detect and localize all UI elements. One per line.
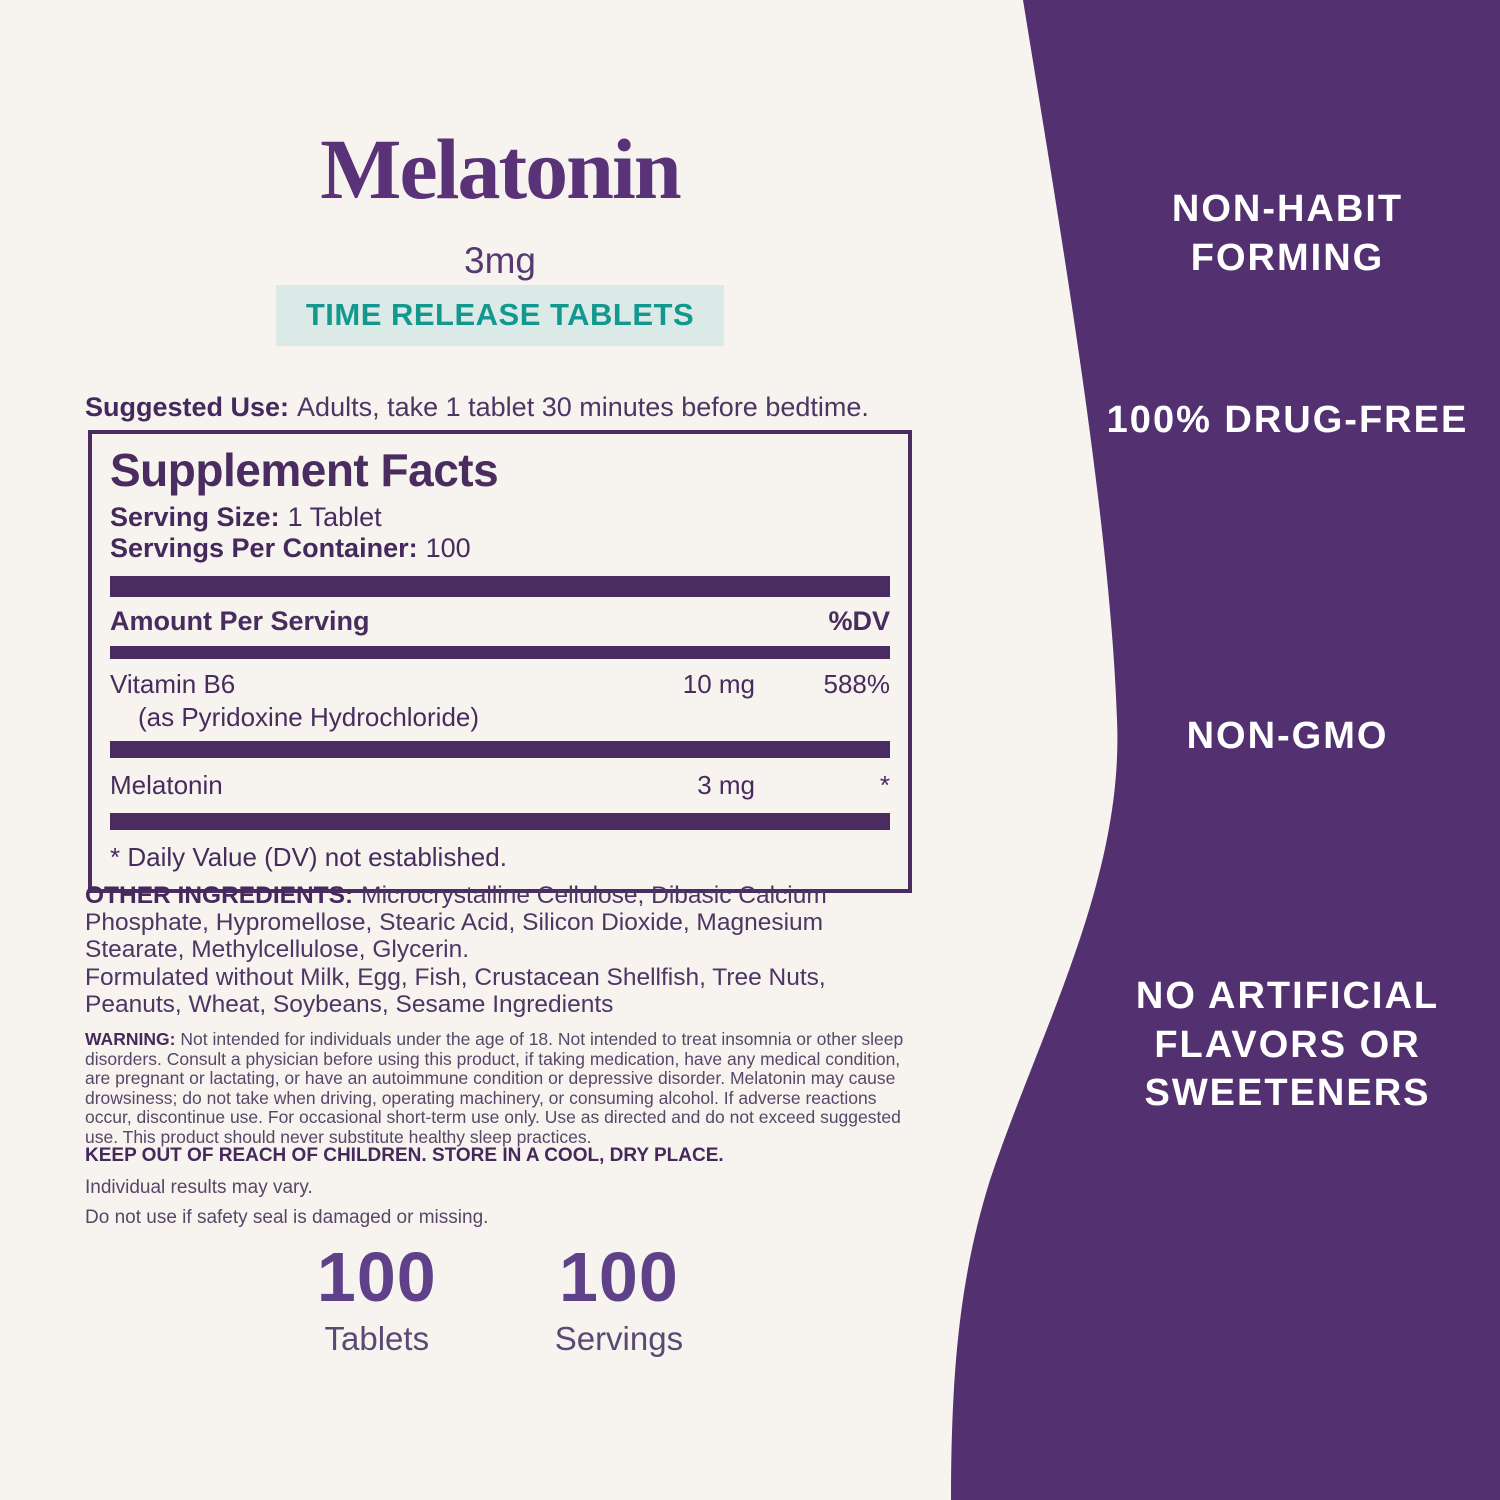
keep-out-notice: KEEP OUT OF REACH OF CHILDREN. STORE IN A COOL, DRY PLACE. [85,1145,724,1166]
ingredient-amount: 10 mg [682,669,755,700]
divider-bar [110,576,890,597]
supplement-facts-title: Supplement Facts [110,444,499,496]
ingredient-detail: (as Pyridoxine Hydrochloride) [138,702,480,733]
divider-bar [110,741,890,758]
ingredient-amount: 3 mg [697,770,755,801]
ingredient-dv: * [879,770,890,801]
claim-drug-free: 100% DRUG-FREE [1106,399,1469,441]
divider-bar [110,813,890,830]
dv-header: %DV [828,606,890,637]
suggested-use [85,392,915,423]
safety-seal-note: Do not use if safety seal is damaged or missing. [85,1207,489,1228]
servings-per-container-value: 100 [425,533,471,564]
ingredient-name [110,670,635,732]
claim-non-gmo: NON-GMO [1186,715,1389,757]
table-row-melatonin [110,758,890,813]
claim-no-artificial: NO ARTIFICIAL FLAVORS OR SWEETENERS [1135,975,1440,1115]
tablets-count [316,1238,437,1358]
ingredient-name-text: Vitamin B6 [110,669,236,700]
serving-size-line [110,502,890,533]
divider-bar [110,646,890,659]
claim-non-habit-forming: NON-HABIT FORMING [1171,188,1404,279]
servings-per-container-line [110,533,890,564]
product-dose: 3mg [464,240,536,281]
ingredient-name: Melatonin [110,770,223,801]
count-badges [85,1238,915,1358]
suggested-use-label: Suggested Use: [85,392,290,422]
facts-header-row [110,597,890,646]
other-ingredients [85,882,915,963]
other-ingredients-label: OTHER INGREDIENTS: [85,882,354,909]
warning-label: WARNING: [85,1029,176,1049]
warning-text: Not intended for individuals under the age of 18. Not intended to treat insomnia or other sleep disorders. Consult a physician before using this product, if taking medication, have any medical condition, are pregnant or lactating, or have an autoimmune condition or depressive disorder. Melatonin may cause drowsiness; do not take when driving, operating machinery, or consuming alcohol. If adverse reactions occur, discontinue use. For occasional short-term use only. Use as directed and do not exceed suggested use. This product should never substitute healthy sleep practices. [85,1029,904,1147]
amount-per-serving-header: Amount Per Serving [110,606,370,637]
individual-results-note: Individual results may vary. [85,1177,313,1198]
tablets-count-number: 100 [316,1238,437,1316]
tablets-count-label: Tablets [324,1320,430,1357]
product-title: Melatonin [320,121,680,217]
table-row-vitamin-b6 [110,659,890,741]
dv-footnote: * Daily Value (DV) not established. [110,842,507,873]
servings-per-container-label: Servings Per Container: [110,533,418,564]
ingredient-dv: 588% [823,669,890,700]
formulated-without: Formulated without Milk, Egg, Fish, Crustacean Shellfish, Tree Nuts, Peanuts, Wheat, Soybeans, Sesame Ingredients [85,964,826,1018]
servings-count [554,1238,684,1358]
servings-count-number: 100 [559,1238,679,1316]
servings-count-label: Servings [554,1320,684,1357]
warning-paragraph [85,1030,915,1147]
badge-wrap [85,285,915,346]
serving-size-label: Serving Size: [110,502,280,533]
supplement-facts-panel [88,430,912,893]
suggested-use-text: Adults, take 1 tablet 30 minutes before bedtime. [297,392,869,422]
other-ingredients-text: Microcrystalline Cellulose, Dibasic Calcium Phosphate, Hypromellose, Stearic Acid, Silicon Dioxide, Magnesium Stearate, Methylcellulose, Glycerin. [85,882,827,963]
serving-size-value: 1 Tablet [287,502,382,533]
time-release-badge: TIME RELEASE TABLETS [276,285,724,346]
